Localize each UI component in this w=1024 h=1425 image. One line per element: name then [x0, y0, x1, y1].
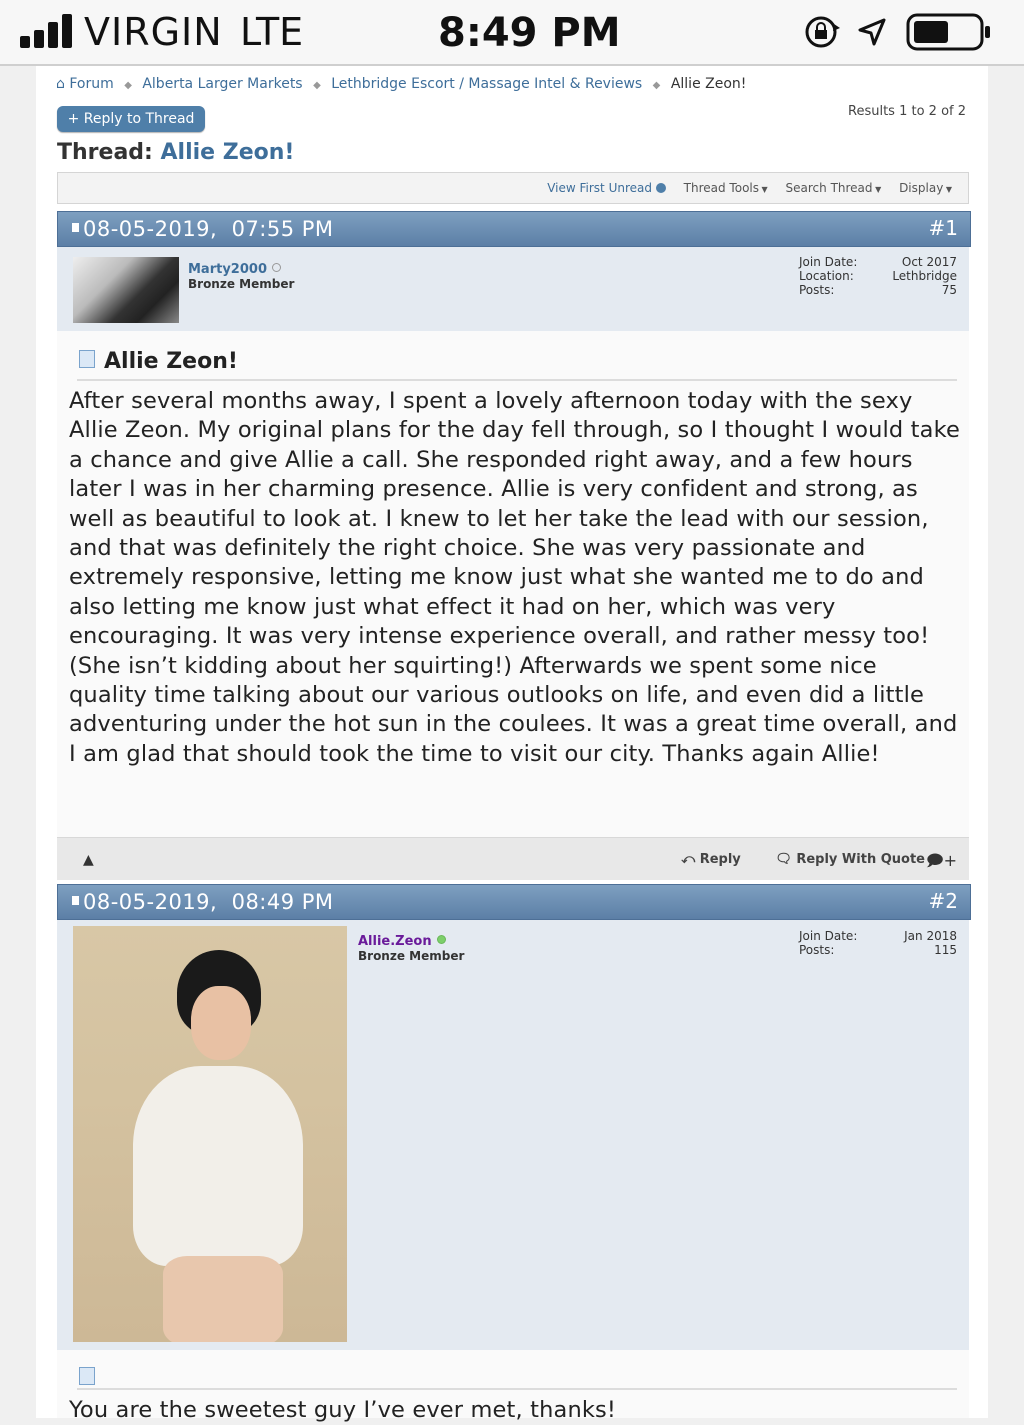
page-title: Thread: Allie Zeon! — [57, 140, 295, 165]
multi-quote-icon[interactable]: 🗩+ — [925, 851, 957, 870]
user-rank: Bronze Member — [188, 277, 295, 291]
post-header — [57, 884, 971, 920]
reply-to-thread-button[interactable]: + Reply to Thread — [57, 106, 205, 132]
avatar[interactable] — [73, 257, 179, 323]
breadcrumb-separator-icon: ◆ — [124, 80, 132, 91]
thread-toolbar — [57, 172, 969, 204]
breadcrumb-separator-icon: ◆ — [652, 80, 661, 91]
reply-arrow-icon: ⤺ — [681, 852, 700, 867]
post-content: You are the sweetest guy I’ve ever met, thanks! — [69, 1397, 617, 1423]
network-type: LTE — [240, 10, 304, 54]
carrier-name: VIRGIN — [84, 10, 223, 54]
post-body — [57, 331, 969, 837]
report-warning-icon[interactable]: ▲ — [83, 852, 94, 868]
reply-button[interactable]: ⤺ Reply — [681, 852, 741, 867]
view-first-unread-link[interactable]: View First Unread — [547, 181, 666, 195]
offline-status-icon — [272, 263, 281, 272]
post-number-link[interactable]: #2 — [928, 889, 958, 913]
forum-page — [36, 66, 988, 1423]
post-number-link[interactable]: #1 — [928, 216, 958, 240]
divider — [77, 379, 957, 381]
reply-with-quote-button[interactable]: 🗨 Reply With Quote — [775, 852, 925, 867]
signal-icon — [20, 14, 74, 48]
quote-icon: 🗨 — [775, 852, 797, 867]
location-arrow-icon — [856, 16, 888, 48]
post-content: After several months away, I spent a lovely afternoon today with the sexy Allie Zeon. My original plans for the day fell through, so I thought I would take a chance and give Allie a call. She responded right away, and a few hours later I was in her charming presence. Allie is very confident and strong, as well as beautiful to look at. I knew to let her take the lead with our session, and that was definitely the right choice. She was very passionate and extremely responsive, letting me know just what she wanted me to do and also letting me know just what effect it had on her, which was very encouraging. It was very intense experience overall, and rather messy too! (She isn’t kidding about her squirting!) Afterwards we spent some nice quality time talking about our various outlooks on life, and even did a little adventuring under the hot sun in the coulees. It was a great time overall, and I am glad that should took the time to visit our city. Thanks again Allie! — [69, 388, 960, 767]
breadcrumb-alberta[interactable]: Alberta Larger Markets — [142, 76, 303, 92]
thread-tools-menu[interactable]: Thread Tools ▼ — [683, 181, 768, 195]
display-menu[interactable]: Display ▼ — [899, 181, 952, 195]
results-count: Results 1 to 2 of 2 — [848, 104, 966, 119]
breadcrumb-current: Allie Zeon! — [670, 76, 747, 92]
breadcrumb-lethbridge[interactable]: Lethbridge Escort / Massage Intel & Reviews — [331, 76, 643, 92]
unread-arrow-icon — [656, 183, 666, 193]
breadcrumb-forum[interactable]: Forum — [69, 76, 114, 92]
username[interactable]: Marty2000 — [188, 262, 267, 277]
search-thread-menu[interactable]: Search Thread ▼ — [785, 181, 882, 195]
document-icon — [79, 350, 95, 368]
username-link[interactable] — [358, 934, 446, 949]
thread-title: Allie Zeon! — [160, 140, 295, 165]
document-icon — [79, 1367, 95, 1385]
online-status-icon — [437, 935, 446, 944]
user-details: Join Date: Oct 2017 Location: Lethbridge Posts: 75 — [799, 255, 957, 297]
avatar[interactable] — [73, 926, 347, 1342]
post-header — [57, 211, 971, 247]
username-link[interactable] — [188, 262, 281, 277]
user-rank: Bronze Member — [358, 949, 465, 963]
chevron-down-icon: ▼ — [943, 185, 952, 194]
clock: 8:49 PM — [438, 10, 621, 56]
user-info-box — [57, 247, 969, 331]
post-footer — [57, 837, 969, 880]
user-details: Join Date: Jan 2018 Posts: 115 — [799, 929, 957, 957]
user-info-box — [57, 920, 969, 1350]
battery-icon — [906, 12, 992, 52]
home-icon[interactable]: ⌂ — [56, 76, 65, 92]
chevron-down-icon: ▼ — [759, 185, 768, 194]
status-bar — [0, 0, 1024, 66]
post-title: Allie Zeon! — [79, 349, 238, 374]
post-body — [57, 1350, 969, 1423]
orientation-lock-icon — [804, 14, 842, 50]
username[interactable]: Allie.Zeon — [358, 934, 432, 949]
breadcrumb — [56, 76, 746, 92]
post-date: 08-05-2019, 08:49 PM — [72, 890, 334, 914]
breadcrumb-separator-icon: ◆ — [313, 80, 321, 91]
post-date: 08-05-2019, 07:55 PM — [72, 217, 334, 241]
divider — [77, 1388, 957, 1390]
chevron-down-icon: ▼ — [872, 185, 882, 194]
